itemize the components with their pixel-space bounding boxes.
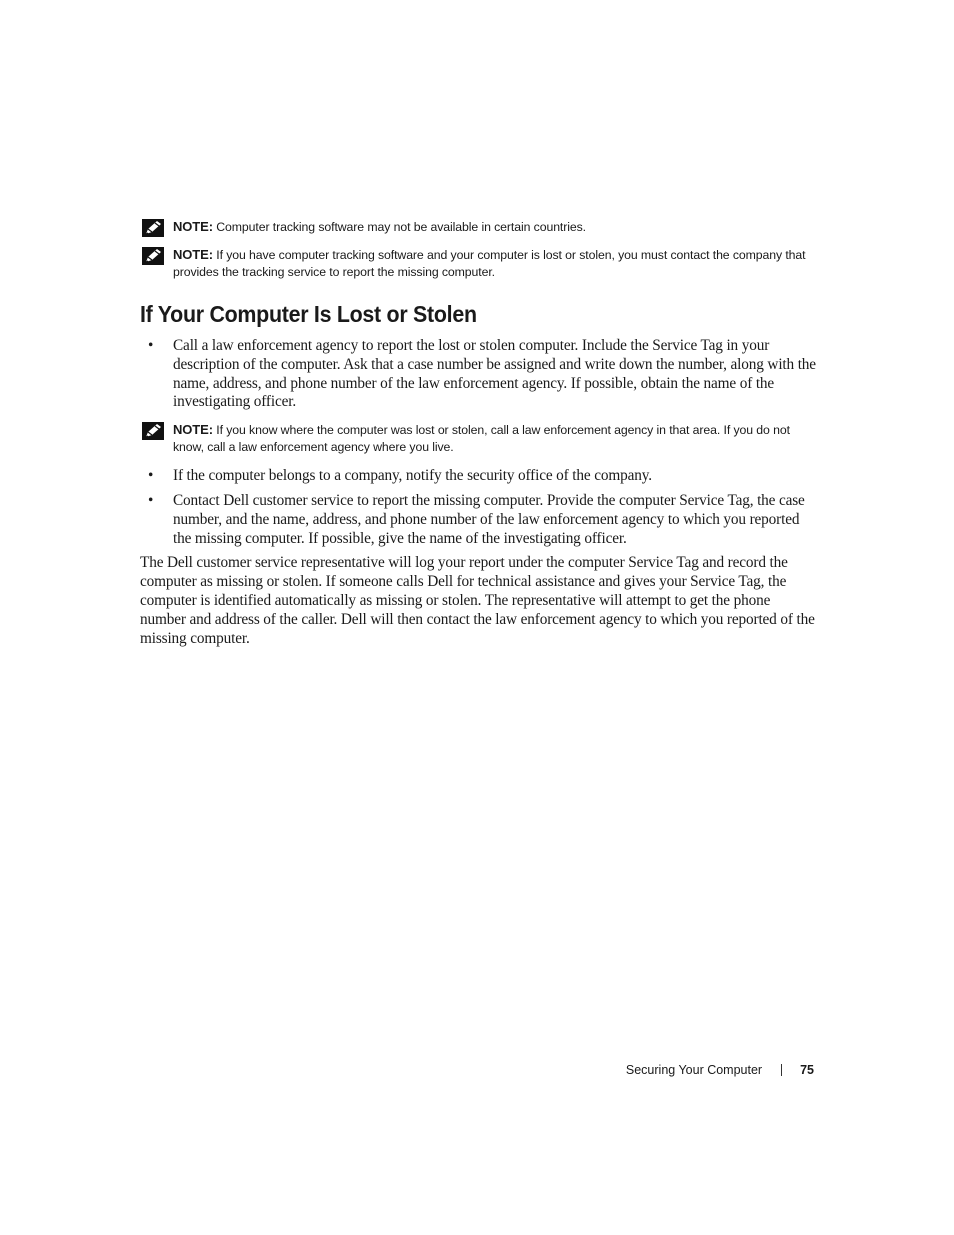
note-text: If you have computer tracking software and your computer is lost or stolen, you must contact the company that provides the tracking service to report the missing computer. bbox=[173, 248, 806, 279]
list-item-text: Contact Dell customer service to report the missing computer. Provide the computer Service Tag, the case number, and the name, address, and phone number of the law enforcement agency to which you reported the missing computer. If possible, give the name of the investigating officer. bbox=[173, 491, 805, 547]
bullet-list bbox=[140, 337, 816, 412]
page-content bbox=[140, 218, 816, 648]
note-text: Computer tracking software may not be available in certain countries. bbox=[212, 220, 586, 234]
note-label: NOTE: bbox=[173, 247, 213, 262]
note-label: NOTE: bbox=[173, 422, 213, 438]
list-item-text: If the computer belongs to a company, notify the security office of the company. bbox=[173, 467, 652, 485]
note-pencil-icon bbox=[142, 219, 164, 237]
bullet-glyph: • bbox=[148, 491, 154, 509]
footer-divider bbox=[781, 1064, 782, 1076]
list-item bbox=[140, 467, 816, 486]
list-item-text: Call a law enforcement agency to report the lost or stolen computer. Include the Service Tag in your description of the computer. Ask that a case number be assigned and write down the number, along with the name, address, and phone number of the law enforcement agency. If possible, obtain the name of the investigating officer. bbox=[173, 337, 816, 411]
page-footer bbox=[626, 1061, 814, 1079]
note-pencil-icon bbox=[142, 247, 164, 265]
note-text: If you know where the computer was lost or stolen, call a law enforcement agency in that area. If you do not know, call a law enforcement agency where you live. bbox=[173, 423, 790, 455]
note-label: NOTE: bbox=[173, 219, 213, 234]
list-item bbox=[140, 492, 816, 548]
section-heading: If Your Computer Is Lost or Stolen bbox=[140, 301, 477, 327]
bullet-glyph: • bbox=[148, 467, 154, 485]
note-callout bbox=[140, 218, 816, 236]
bullet-glyph: • bbox=[148, 337, 154, 354]
body-paragraph: The Dell customer service representative will log your report under the computer Service Tag and record the computer as missing or stolen. If someone calls Dell for technical assistance and gives your Service Tag, the computer is identified automatically as missing or stolen. The representative will attempt to get the phone number and address of the caller. Dell will then contact the law enforcement agency to which you reported of the missing computer. bbox=[140, 554, 815, 647]
note-pencil-icon bbox=[142, 422, 164, 440]
bullet-list bbox=[140, 467, 816, 548]
note-callout bbox=[140, 421, 816, 456]
note-callout bbox=[140, 246, 816, 281]
page-number: 75 bbox=[800, 1063, 814, 1077]
list-item bbox=[140, 337, 816, 412]
footer-chapter-title: Securing Your Computer bbox=[625, 1063, 763, 1077]
